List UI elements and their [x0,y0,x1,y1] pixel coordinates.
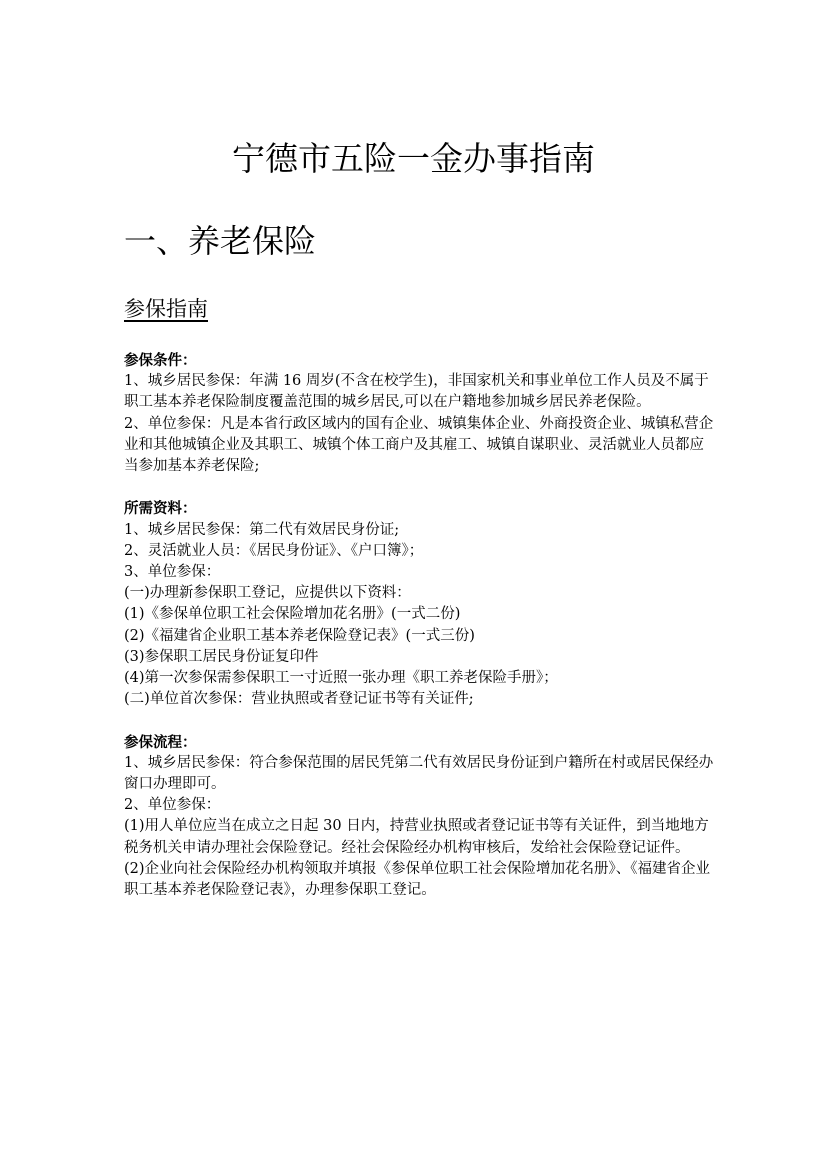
materials-item: (1)《参保单位职工社会保险增加花名册》(一式二份) [124,606,461,623]
document-title: 宁德市五险一金办事指南 [232,139,595,178]
materials-item: (二)单位首次参保：营业执照或者登记证书等有关证件; [124,691,474,708]
process-block [124,732,714,902]
conditions-label: 参保条件： [124,352,197,369]
subsection-heading: 参保指南 [124,297,208,321]
process-item: 1、城乡居民参保：符合参保范围的居民凭第二代有效居民身份证到户籍所在村或居民保经办窗口办理即可。 [124,754,714,793]
conditions-item: 1、城乡居民参保：年满 16 周岁(不含在校学生)，非国家机关和事业单位工作人员及不属于职工基本养老保险制度覆盖范围的城乡居民,可以在户籍地参加城乡居民养老保险。 [124,373,709,411]
process-item: (2)企业向社会保险经办机构领取并填报《参保单位职工社会保险增加花名册》、《福建省企业职工基本养老保险登记表》，办理参保职工登记。 [124,860,711,899]
materials-item: 3、单位参保： [124,564,221,581]
materials-item: 2、灵活就业人员：《居民身份证》、《户口簿》； [124,542,424,559]
document-body [124,350,714,922]
materials-item: (一)办理新参保职工登记，应提供以下资料： [124,585,411,602]
materials-label: 所需资料： [124,500,197,518]
conditions-item: 2、单位参保：凡是本省行政区域内的国有企业、城镇集体企业、外商投资企业、城镇私营企业和其他城镇企业及其职工、城镇个体工商户及其雇工、城镇自谋职业、灵活就业人员都应当参加基本养老保险; [124,415,714,475]
section-heading: 一、养老保险 [124,222,317,260]
materials-block [124,498,714,710]
conditions-block [124,350,714,477]
process-item: 2、单位参保： [124,797,221,814]
process-label: 参保流程： [124,733,197,751]
materials-item: (3)参保职工居民身份证复印件 [124,648,319,665]
materials-item: (2)《福建省企业职工基本养老保险登记表》(一式三份) [124,627,475,644]
materials-item: (4)第一次参保需参保职工一寸近照一张办理《职工养老保险手册》； [124,670,558,687]
materials-item: 1、城乡居民参保：第二代有效居民身份证; [124,521,400,538]
process-item: (1)用人单位应当在成立之日起 30 日内，持营业执照或者登记证书等有关证件，到当地地方税务机关申请办理社会保险登记。经社会保险经办机构审核后，发给社会保险登记证件。 [124,818,709,856]
